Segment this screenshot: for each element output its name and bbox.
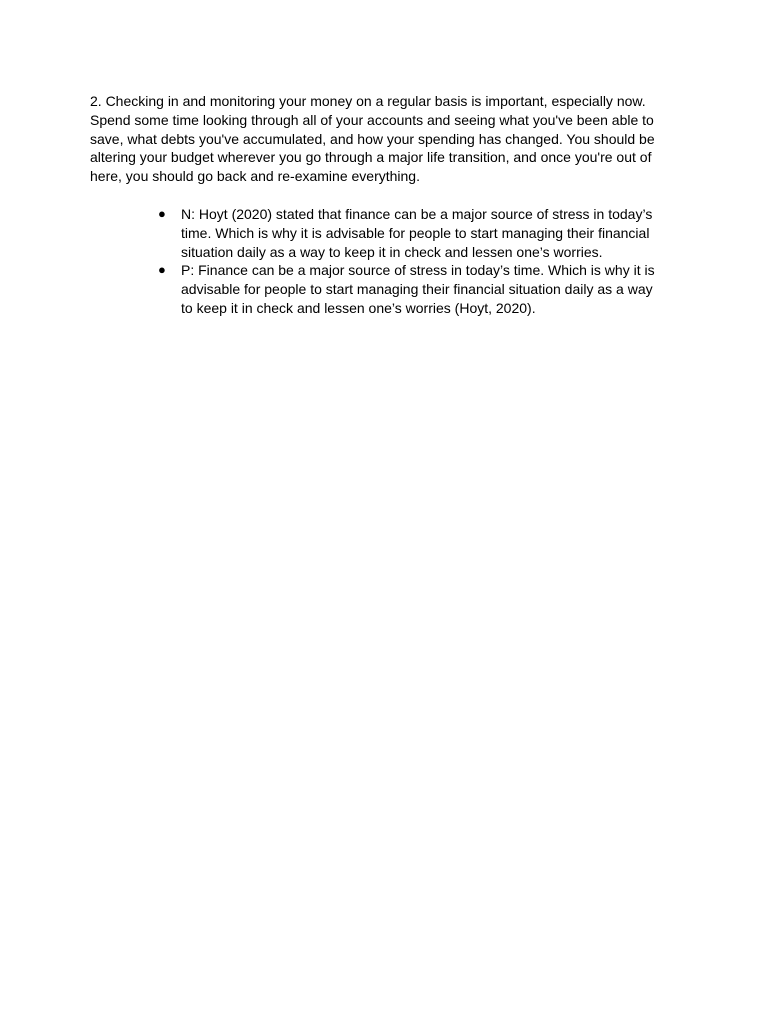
- bullet-icon: ●: [158, 206, 166, 221]
- list-item-text: N: Hoyt (2020) stated that finance can be a major source of stress in today’s time. Which is why it is advisable for people to start managing their financial situation daily as a way to keep it in check and lessen one’s worries.: [181, 206, 653, 260]
- bullet-list: [158, 205, 664, 318]
- list-item-text: P: Finance can be a major source of stress in today’s time. Which is why it is advisable for people to start managing their financial situation daily as a way to keep it in check and lessen one’s worries (Hoyt, 2020).: [181, 262, 655, 316]
- list-item: [158, 261, 664, 317]
- body-paragraph: 2. Checking in and monitoring your money on a regular basis is important, especially now. Spend some time looking through all of your accounts and seeing what you've been able to save, what debts you've accumulated, and how your spending has changed. You should be altering your budget wherever you go through a major life transition, and once you're out of here, you should go back and re-examine everything.: [90, 93, 655, 185]
- list-item: [158, 205, 664, 261]
- bullet-icon: ●: [158, 262, 166, 278]
